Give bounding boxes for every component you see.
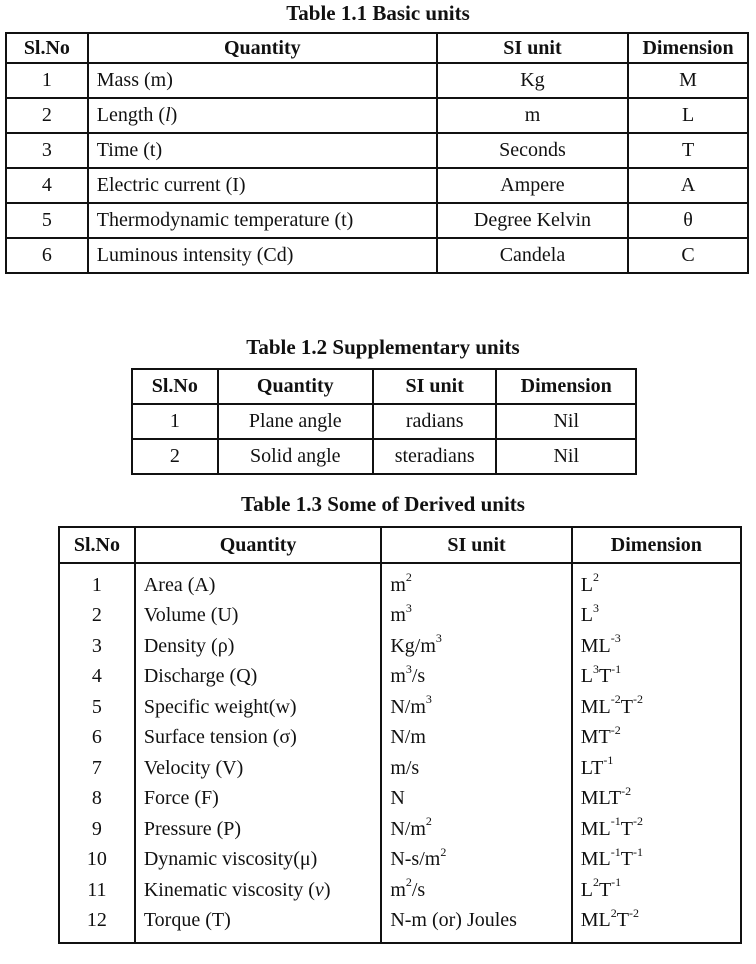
dimension-cell: M	[628, 63, 748, 98]
si-unit-cell: m/s	[381, 753, 571, 784]
si-unit-cell: Candela	[437, 238, 628, 273]
si-unit-cell: $m^3/s$	[381, 662, 571, 693]
basic-units-table	[5, 32, 749, 274]
dimension-cell: $LT^{-1}$	[572, 753, 741, 784]
table-row	[59, 814, 741, 845]
table-row	[59, 845, 741, 876]
quantity-cell: Surface tension (σ)	[135, 723, 381, 754]
sl-no-cell: 5	[6, 203, 88, 238]
sl-no-cell: 6	[59, 723, 135, 754]
dimension-cell: $L^2T^{-1}$	[572, 875, 741, 906]
header-row	[59, 527, 741, 563]
sl-no-cell: 4	[6, 168, 88, 203]
sl-no-cell: 11	[59, 875, 135, 906]
dimension-cell: $MLT^{-2}$	[572, 784, 741, 815]
table-row	[59, 753, 741, 784]
table-row	[6, 98, 748, 133]
header-si-unit: SI unit	[373, 369, 497, 404]
sl-no-cell: 9	[59, 814, 135, 845]
si-unit-cell: m	[437, 98, 628, 133]
sl-no-cell: 5	[59, 692, 135, 723]
quantity-cell: Force (F)	[135, 784, 381, 815]
derived-units-table	[58, 526, 742, 944]
table-row	[6, 168, 748, 203]
quantity-cell: Volume (U)	[135, 601, 381, 632]
sl-no-cell: 3	[6, 133, 88, 168]
dimension-cell: θ	[628, 203, 748, 238]
quantity-cell: Plane angle	[218, 404, 373, 439]
header-quantity: Quantity	[135, 527, 381, 563]
table-1-2-caption: Table 1.2 Supplementary units	[246, 335, 520, 359]
si-unit-cell: N/m	[381, 723, 571, 754]
table-row	[59, 692, 741, 723]
supplementary-units-table	[131, 368, 637, 475]
dimension-cell: $L^3T^{-1}$	[572, 662, 741, 693]
table-row	[59, 631, 741, 662]
table-body	[59, 563, 741, 943]
quantity-cell: Area (A)	[135, 563, 381, 601]
dimension-cell: $ML^{-1}T^{-1}$	[572, 845, 741, 876]
si-unit-cell: N-m (or) Joules	[381, 906, 571, 944]
quantity-cell: Time (t)	[88, 133, 437, 168]
si-unit-cell: Kg	[437, 63, 628, 98]
sl-no-cell: 12	[59, 906, 135, 944]
dimension-cell: $L^3$	[572, 601, 741, 632]
si-unit-cell: $Kg/m^3$	[381, 631, 571, 662]
sl-no-cell: 2	[6, 98, 88, 133]
sl-no-cell: 4	[59, 662, 135, 693]
sl-no-cell: 7	[59, 753, 135, 784]
sl-no-cell: 8	[59, 784, 135, 815]
dimension-cell: $ML^{-3}$	[572, 631, 741, 662]
dimension-cell: A	[628, 168, 748, 203]
table-row	[6, 238, 748, 273]
table-row	[132, 404, 636, 439]
si-unit-cell: $m^2$	[381, 563, 571, 601]
table-row	[59, 563, 741, 601]
quantity-cell: Electric current (I)	[88, 168, 437, 203]
header-row	[132, 369, 636, 404]
dimension-cell: Nil	[496, 439, 636, 474]
table-row	[59, 723, 741, 754]
table-body	[6, 63, 748, 273]
table-1-3-caption: Table 1.3 Some of Derived units	[241, 492, 525, 516]
quantity-cell: Kinematic viscosity (ν)	[135, 875, 381, 906]
si-unit-cell: Degree Kelvin	[437, 203, 628, 238]
si-unit-cell: $N-s/m^2$	[381, 845, 571, 876]
si-unit-cell: $m^3$	[381, 601, 571, 632]
quantity-cell: Mass (m)	[88, 63, 437, 98]
header-sl-no: Sl.No	[59, 527, 135, 563]
quantity-cell: Solid angle	[218, 439, 373, 474]
dimension-cell: $ML^2T^{-2}$	[572, 906, 741, 944]
quantity-cell: Torque (T)	[135, 906, 381, 944]
table-body	[132, 404, 636, 474]
quantity-cell: Length (l)	[88, 98, 437, 133]
quantity-cell: Dynamic viscosity(μ)	[135, 845, 381, 876]
sl-no-cell: 10	[59, 845, 135, 876]
dimension-cell: $MT^{-2}$	[572, 723, 741, 754]
header-dimension: Dimension	[572, 527, 741, 563]
sl-no-cell: 3	[59, 631, 135, 662]
quantity-cell: Velocity (V)	[135, 753, 381, 784]
dimension-cell: $L^2$	[572, 563, 741, 601]
dimension-cell: T	[628, 133, 748, 168]
dimension-cell: L	[628, 98, 748, 133]
table-row	[59, 601, 741, 632]
header-si-unit: SI unit	[437, 33, 628, 63]
dimension-cell: Nil	[496, 404, 636, 439]
dimension-cell: C	[628, 238, 748, 273]
quantity-cell: Thermodynamic temperature (t)	[88, 203, 437, 238]
table-row	[132, 439, 636, 474]
header-sl-no: Sl.No	[6, 33, 88, 63]
header-si-unit: SI unit	[381, 527, 571, 563]
table-row	[59, 875, 741, 906]
quantity-cell: Pressure (P)	[135, 814, 381, 845]
sl-no-cell: 2	[132, 439, 218, 474]
quantity-cell: Luminous intensity (Cd)	[88, 238, 437, 273]
table-row	[6, 63, 748, 98]
table-row	[6, 203, 748, 238]
table-row	[59, 662, 741, 693]
si-unit-cell: $N/m^3$	[381, 692, 571, 723]
sl-no-cell: 1	[59, 563, 135, 601]
sl-no-cell: 1	[6, 63, 88, 98]
dimension-cell: $ML^{-1}T^{-2}$	[572, 814, 741, 845]
si-unit-cell: steradians	[373, 439, 497, 474]
sl-no-cell: 6	[6, 238, 88, 273]
si-unit-cell: Ampere	[437, 168, 628, 203]
table-1-1-caption: Table 1.1 Basic units	[286, 1, 470, 25]
header-sl-no: Sl.No	[132, 369, 218, 404]
header-row	[6, 33, 748, 63]
quantity-cell: Discharge (Q)	[135, 662, 381, 693]
header-quantity: Quantity	[218, 369, 373, 404]
sl-no-cell: 1	[132, 404, 218, 439]
dimension-cell: $ML^{-2}T^{-2}$	[572, 692, 741, 723]
table-row	[6, 133, 748, 168]
quantity-cell: Density (ρ)	[135, 631, 381, 662]
header-dimension: Dimension	[628, 33, 748, 63]
si-unit-cell: Seconds	[437, 133, 628, 168]
table-row	[59, 906, 741, 944]
table-row	[59, 784, 741, 815]
si-unit-cell: N	[381, 784, 571, 815]
header-dimension: Dimension	[496, 369, 636, 404]
si-unit-cell: $m^2/s$	[381, 875, 571, 906]
sl-no-cell: 2	[59, 601, 135, 632]
si-unit-cell: radians	[373, 404, 497, 439]
quantity-cell: Specific weight(w)	[135, 692, 381, 723]
header-quantity: Quantity	[88, 33, 437, 63]
si-unit-cell: $N/m^2$	[381, 814, 571, 845]
